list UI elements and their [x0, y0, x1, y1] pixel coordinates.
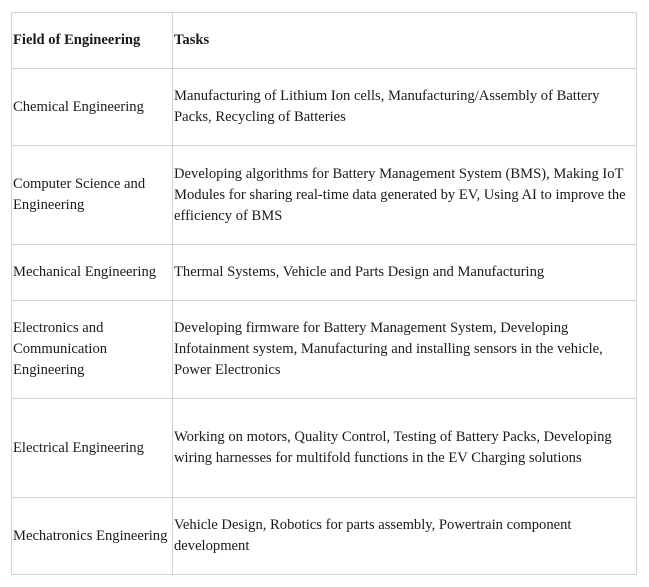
table-row — [12, 245, 637, 301]
field-cell: Mechanical Engineering — [12, 245, 173, 301]
field-cell: Electronics and Communication Engineering — [12, 301, 173, 399]
tasks-cell: Working on motors, Quality Control, Testing of Battery Packs, Developing wiring harnesses for multifold functions in the EV Charging solutions — [173, 399, 637, 498]
table-row — [12, 146, 637, 245]
tasks-cell: Manufacturing of Lithium Ion cells, Manufacturing/Assembly of Battery Packs, Recycling of Batteries — [173, 69, 637, 146]
table-row — [12, 69, 637, 146]
header-tasks: Tasks — [173, 13, 637, 69]
header-field: Field of Engineering — [12, 13, 173, 69]
field-cell: Electrical Engineering — [12, 399, 173, 498]
table-row — [12, 498, 637, 575]
engineering-tasks-table — [11, 12, 637, 575]
field-cell: Computer Science and Engineering — [12, 146, 173, 245]
table-row — [12, 399, 637, 498]
tasks-cell: Thermal Systems, Vehicle and Parts Design and Manufacturing — [173, 245, 637, 301]
tasks-cell: Vehicle Design, Robotics for parts assembly, Powertrain component development — [173, 498, 637, 575]
field-cell: Chemical Engineering — [12, 69, 173, 146]
tasks-cell: Developing firmware for Battery Management System, Developing Infotainment system, Manufacturing and installing sensors in the vehicle, Power Electronics — [173, 301, 637, 399]
table-row — [12, 301, 637, 399]
tasks-cell: Developing algorithms for Battery Management System (BMS), Making IoT Modules for sharing real-time data generated by EV, Using AI to improve the efficiency of BMS — [173, 146, 637, 245]
table-header-row — [12, 13, 637, 69]
field-cell: Mechatronics Engineering — [12, 498, 173, 575]
